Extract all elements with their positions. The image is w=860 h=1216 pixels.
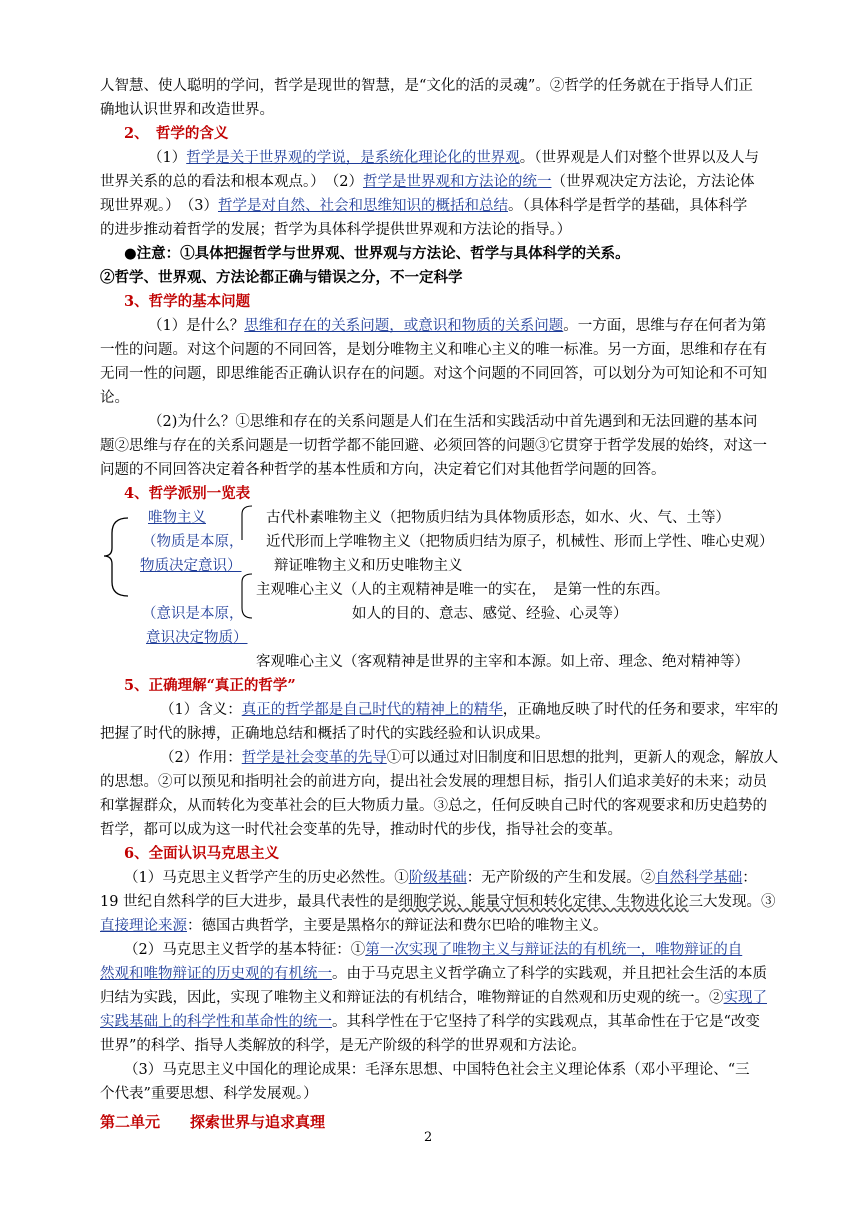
section-4-heading: 4、哲学派别一览表	[124, 485, 251, 502]
s6-line-7: 实践基础上的科学性和革命性的统一。其科学性在于它坚持了科学的实践观点，其革命性在于它是“改变	[100, 1014, 760, 1030]
s3-line-3: 无同一性的问题，即思维能否正确认识存在的问题。对这个问题的不同回答，可以划分为可知论和不可知	[100, 366, 767, 382]
s5-line-2: 把握了时代的脉搏，正确地总结和概括了时代的实践经验和认识成果。	[100, 726, 550, 742]
s5-line-5: 和掌握群众，从而转化为变革社会的巨大物质力量。③总之，任何反映自己时代的客观要求和历史趋势的	[100, 798, 767, 814]
s6-line-3: 直接理论来源：德国古典哲学，主要是黑格尔的辩证法和费尔巴哈的唯物主义。	[100, 918, 608, 934]
s3-line-1: （1）是什么？思维和存在的关系问题，或意识和物质的关系问题。一方面，思维与存在何者为第	[148, 318, 767, 334]
s2-line-3: 现世界观。） （3）哲学是对自然、社会和思维知识的概括和总结。（具体科学是哲学的基础，具体科学	[100, 198, 748, 214]
s6-line-1: （1）马克思主义哲学产生的历史必然性。①阶级基础：无产阶级的产生和发展。②自然科学基础：	[124, 870, 757, 886]
idealism-type-1: 主观唯心主义（人的主观精神是唯一的实在， 是第一性的东西。	[256, 582, 670, 598]
s6-line-6: 归结为实践，因此，实现了唯物主义和辩证法的有机结合，唯物辩证的自然观和历史观的统一。②实现了	[100, 990, 767, 1006]
section-5-heading: 5、正确理解“真正的哲学”	[124, 677, 296, 694]
s2-line-1: （1）哲学是关于世界观的学说，是系统化理论化的世界观。（世界观是人们对整个世界以及人与	[148, 150, 759, 166]
idealism-definition-1: （意识是本原，	[142, 606, 244, 622]
idealism-type-2: 客观唯心主义（客观精神是世界的主宰和本源。如上帝、理念、绝对精神等）	[256, 654, 749, 670]
s3-line-4: 论。	[100, 390, 129, 406]
intro-line-2: 确地认识世界和改造世界。	[100, 102, 274, 118]
materialism-label: 唯物主义	[148, 510, 206, 526]
s2-line-2: 世界关系的总的看法和根本观点。） （2）哲学是世界观和方法论的统一（世界观决定方法论，方法论体	[100, 174, 755, 190]
section-6-heading: 6、全面认识马克思主义	[124, 845, 280, 862]
s5-line-3: （2）作用：哲学是社会变革的先导①可以通过对旧制度和旧思想的批判，更新人的观念，解放人	[160, 750, 779, 766]
materialism-definition-2: 物质决定意识）	[140, 558, 242, 574]
materialism-type-1: 古代朴素唯物主义（把物质归结为具体物质形态，如水、火、气、土等）	[266, 510, 730, 526]
s6-line-5: 然观和唯物辩证的历史观的有机统一。由于马克思主义哲学确立了科学的实践观，并且把社会生活的本质	[100, 966, 767, 982]
s5-line-4: 的思想。②可以预见和指明社会的前进方向，提出社会发展的理想目标，指引人们追求美好的未来；动员	[100, 774, 767, 790]
materialism-definition-1: （物质是本原，	[142, 534, 244, 550]
s3-line-6: 题②思维与存在的关系问题是一切哲学都不能回避、必须回答的问题③它贯穿于哲学发展的始终，对这一	[100, 438, 767, 454]
idealism-type-1-detail: 如人的目的、意志、感觉、经验、心灵等）	[352, 606, 628, 622]
note-line-2: ②哲学、世界观、方法论都正确与错误之分，不一定科学	[100, 269, 463, 286]
materialism-type-3: 辩证唯物主义和历史唯物主义	[274, 558, 463, 574]
section-3-heading: 3、哲学的基本问题	[124, 293, 251, 310]
section-2-heading: 2、 哲学的含义	[124, 125, 229, 142]
materialism-type-2: 近代形而上学唯物主义（把物质归结为原子，机械性、形而上学性、唯心史观）	[266, 534, 774, 550]
unit-2-heading: 第二单元 探索世界与追求真理	[100, 1113, 326, 1131]
s5-line-6: 哲学，都可以成为这一时代社会变革的先导，推动时代的步伐，指导社会的变革。	[100, 822, 622, 838]
s3-line-5: （2)为什么？①思维和存在的关系问题是人们在生活和实践活动中首先遇到和无法回避的基本问	[148, 414, 758, 430]
s6-line-9: （3）马克思主义中国化的理论成果：毛泽东思想、中国特色社会主义理论体系（邓小平理论、“三	[124, 1062, 750, 1078]
s3-line-2: 一性的问题。对这个问题的不同回答，是划分唯物主义和唯心主义的唯一标准。另一方面，思维和存在有	[100, 342, 767, 358]
intro-line-1: 人智慧、使人聪明的学问，哲学是现世的智慧，是“文化的活的灵魂”。②哲学的任务就在于指导人们正	[100, 78, 753, 94]
s6-line-10: 个代表”重要思想、科学发展观。）	[100, 1086, 318, 1102]
s2-line-4: 的进步推动着哲学的发展；哲学为具体科学提供世界观和方法论的指导。）	[100, 222, 572, 238]
s6-line-8: 世界”的科学、指导人类解放的科学，是无产阶级的科学的世界观和方法论。	[100, 1038, 586, 1054]
idealism-definition-2: 意识决定物质）	[146, 630, 248, 646]
s6-line-4: （2）马克思主义哲学的基本特征：①第一次实现了唯物主义与辩证法的有机统一，唯物辩证的自	[124, 942, 743, 958]
page-number: 2	[424, 1130, 433, 1145]
s6-line-2: 19 世纪自然科学的巨大进步，最具代表性的是细胞学说、能量守恒和转化定律、生物进化论三大发现。③	[100, 894, 776, 910]
note-line-1: ●注意：①具体把握哲学与世界观、世界观与方法论、哲学与具体科学的关系。	[124, 245, 630, 262]
s5-line-1: （1）含义：真正的哲学都是自己时代的精神上的精华，正确地反映了时代的任务和要求，牢牢的	[160, 702, 779, 718]
s3-line-7: 问题的不同回答决定着各种哲学的基本性质和方向，决定着它们对其他哲学问题的回答。	[100, 462, 666, 478]
